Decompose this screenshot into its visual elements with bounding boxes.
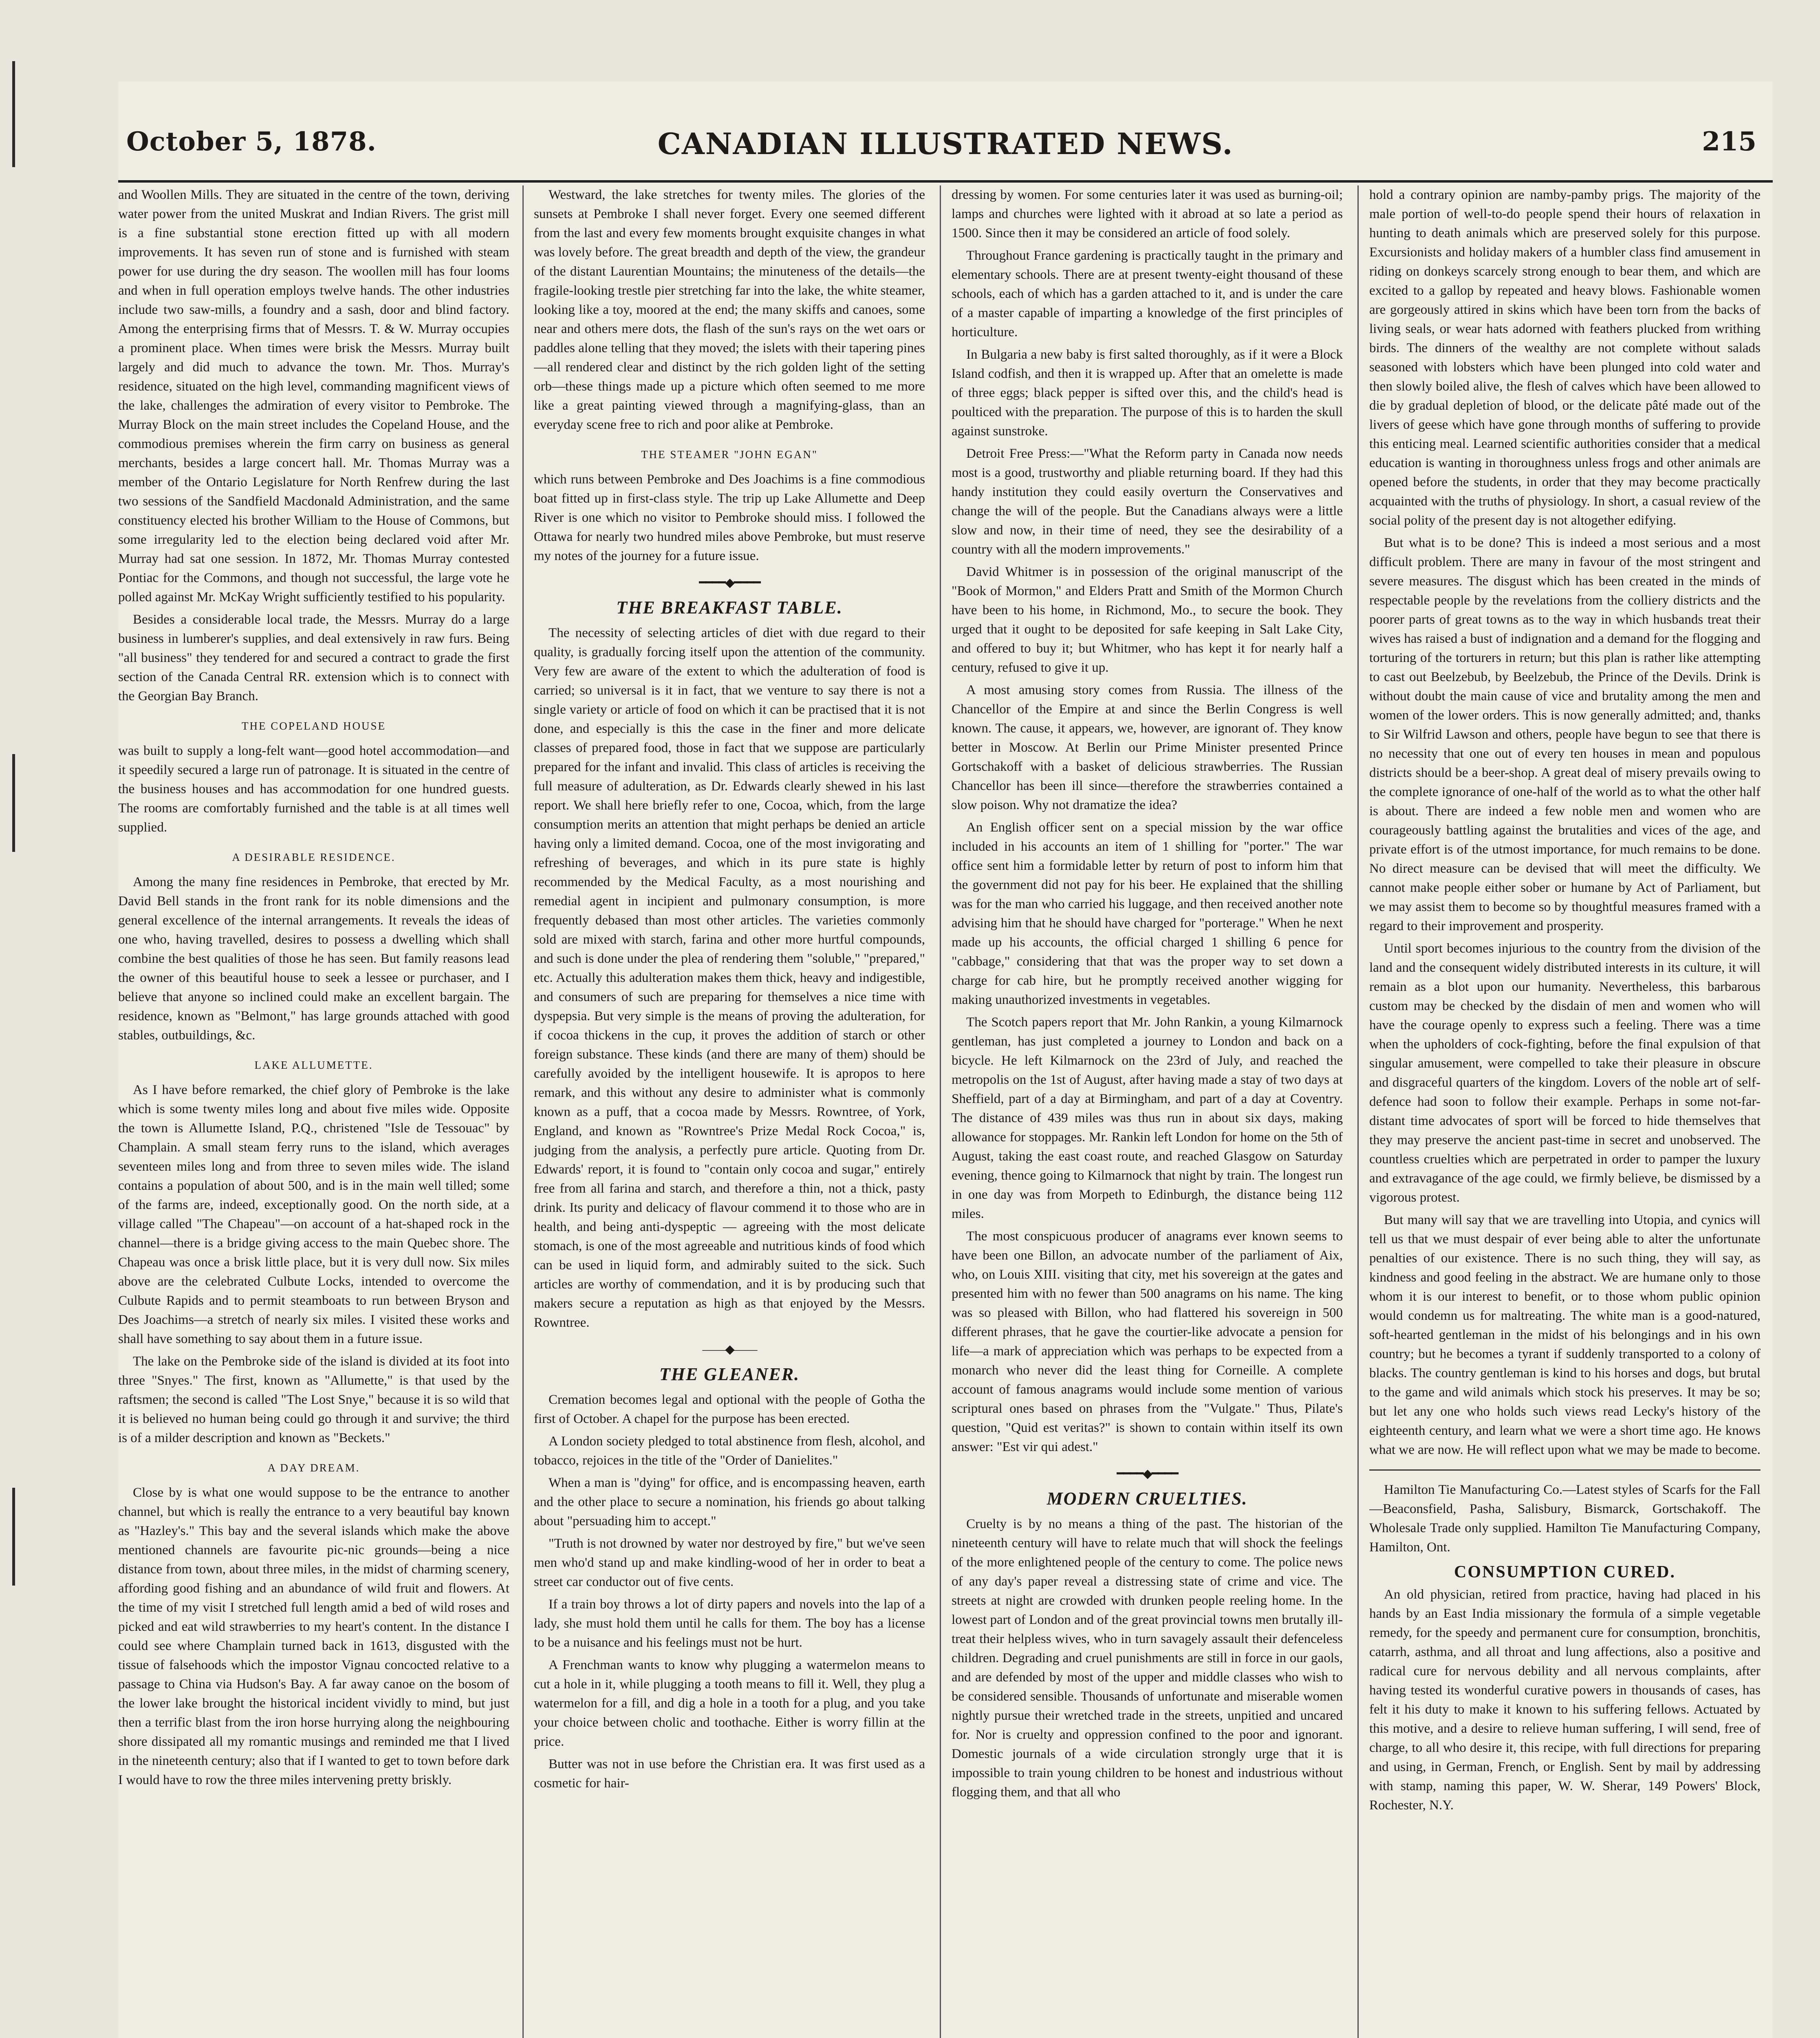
paragraph: Cruelty is by no means a thing of the past. The historian of the nineteenth century will have to relate much that will shock the feelings of the more enlightened people of the century to come. The police news of any day's paper reveal a distressing state of crime and vice. The streets at night are crowded with drunken people reeling home. In the lowest part of London and of the great provincial towns men brutally ill-treat their helpless wives, who in turn savagely assault their defenceless children. Degrading and cruel punishments are still in force in our gaols, and are defended by most of the upper and middle classes who wish to be considered sensible. Thousands of unfortunate and miserable women nightly pursue their wretched trade in the streets, unpitied and uncared for. Nor is cruelty and oppression confined to the poor and ignorant. Domestic journals of a wide circulation strongly urge that it is impossible to train young children to be honest and industrious without flogging them, and that all who	[952, 1517, 1343, 1800]
subheading: LAKE ALLUMETTE.	[254, 1059, 373, 1071]
paragraph: The Scotch papers report that Mr. John Rankin, a young Kilmarnock gentleman, has just completed a journey to London and back on a bicycle. He left Kilmarnock on the 23rd of July, and reached the metropolis on the 1st of August, after having made a stay of two days at Sheffield, part of a day at Birmingham, and part of a day at Coventry. The distance of 439 miles was thus run in about six days, making allowance for stoppages. Mr. Rankin left London for home on the 5th of August, taking the east coast route, and reached Glasgow on Saturday evening, thence going to Kilmarnock that night by train. The longest run in one day was from Morpeth to Edinburgh, the distance being 112 miles.	[952, 1015, 1343, 1221]
paragraph: "Truth is not drowned by water nor destroyed by fire," but we've seen men who'd stand up and make kindling-wood of her in order to beat a street car conductor out of five cents.	[534, 1536, 925, 1589]
paragraph: Butter was not in use before the Christian era. It was first used as a cosmetic for hair-	[534, 1757, 925, 1791]
paragraph: Until sport becomes injurious to the country from the division of the land and the consequent widely distributed interests in its culture, it will remain as a blot upon our humanity. Nevertheless, this barbarous custom may be checked by the disdain of men and women who will have the courage openly to express such a feeling. There was a time when the upholders of cock-fighting, before the final expulsion of that singular amusement, were compelled to take their pleasure in obscure and disgraceful quarters of the kingdom. Lovers of the noble art of self-defence had soon to follow their example. Perhaps in some not-far-distant time advocates of sport will be forced to hide themselves that they may preserve the ancient past-time in secret and unobserved. The countless cruelties which are perpetrated in order to pamper the luxury and extravagance of the age could, we firmly believe, be dismissed by a vigorous protest.	[1369, 941, 1761, 1205]
paragraph: A London society pledged to total abstinence from flesh, alcohol, and tobacco, rejoices in the title of the "Order of Danielites."	[534, 1434, 925, 1468]
header-rule	[118, 180, 1773, 183]
binding-mark	[12, 1488, 15, 1586]
page-header	[118, 126, 1773, 187]
paragraph: The most conspicuous producer of anagrams ever known seems to have been one Billon, an advocate number of the parliament of Aix, who, on Louis XIII. visiting that city, met his sovereign at the gates and presented him with no fewer than 500 anagrams on his name. The king was so pleased with Billon, who had flattered his sovereign in 500 different phrases, that he gave the courtier-like advocate a pension for life—a mark of appreciation which was perhaps to be expected from a monarch who never did the least thing for Corneille. A complete account of famous anagrams would include some mention of various scriptural ones based on phrases from the "Vulgate." Thus, Pilate's question, "Quid est veritas?" is shown to contain within itself its own answer: "Est vir qui adest."	[952, 1229, 1343, 1454]
column-3	[952, 185, 1343, 2038]
column-divider	[1357, 185, 1359, 2038]
paragraph: Among the many fine residences in Pembroke, that erected by Mr. David Bell stands in the front rank for its noble dimensions and the general excellence of the internal arrangements. It reveals the ideas of one who, having travelled, desires to possess a dwelling which shall combine the best qualities of those he has seen. But family reasons lead the owner of this beautiful house to seek a lessee or purchaser, and I believe that anyone so inclined could make an excellent bargain. The residence, known as "Belmont," has large grounds attached with good stables, outbuildings, &c.	[118, 875, 509, 1043]
binding-mark	[12, 61, 15, 167]
paragraph: Westward, the lake stretches for twenty miles. The glories of the sunsets at Pembroke I shall never forget. Every one seemed different from the last and every few moments brought exquisite changes in what was lovely before. The great breadth and depth of the view, the grandeur of the distant Laurentian Mountains; the minuteness of the details—the fragile-looking trestle pier stretching far into the lake, the white steamer, looking like a toy, moored at the end; the many skiffs and canoes, some near and others mere dots, the flash of the sun's rays on the wet oars or paddles alone telling that they moved; the islets with their tapering pines—all rendered clear and distinct by the rich golden light of the setting orb—these things made up a picture which often seemed to me more like a great painting viewed through a magnifying-glass, than an everyday scene free to rich and poor alike at Pembroke.	[534, 187, 925, 432]
subheading: THE COPELAND HOUSE	[242, 720, 386, 732]
column-divider	[522, 185, 524, 2038]
binding-margin	[0, 0, 29, 2038]
paragraph: But many will say that we are travelling into Utopia, and cynics will tell us that we must despair of ever being able to alter the unfortunate penalties of our existence. There is no such thing, they will say, as kindness and good feeling in the abstract. We are humane only to those whom it is our interest to benefit, or to those whom public opinion would condemn us for maltreating. The white man is a good-natured, soft-hearted gentleman in the midst of his belongings and in his own country; but he becomes a tyrant if suddenly transported to a colony of blacks. The country gentleman is kind to his horses and dogs, but brutal to the game and wild animals which stock his preserves. It may be so; but let any one who holds such views read Lecky's history of the eighteenth century, and learn what we were a short time ago. He knows what we are now. He will reflect upon what we may be made to become.	[1369, 1213, 1761, 1457]
paragraph: Cremation becomes legal and optional with the people of Gotha the first of October. A chapel for the purpose has been erected.	[534, 1392, 925, 1426]
column-1	[118, 185, 509, 2038]
advertisement-consumption: An old physician, retired from practice, having had placed in his hands by an East India missionary the formula of a simple vegetable remedy, for the speedy and permanent cure for consumption, bronchitis, catarrh, asthma, and all throat and lung affections, also a positive and radical cure for nervous debility and all nervous complaints, after having tested its wonderful curative powers in thousands of cases, has felt it his duty to make it known to his suffering fellows. Actuated by this motive, and a desire to relieve human suffering, I will send, free of charge, to all who desire it, this recipe, with full directions for preparing and using, in German, French, or English. Sent by mail by addressing with stamp, naming this paper, W. W. Sherar, 149 Powers' Block, Rochester, N.Y.	[1369, 1587, 1761, 1813]
subheading: A DESIRABLE RESIDENCE.	[232, 851, 396, 863]
column-divider	[940, 185, 941, 2038]
paragraph: In Bulgaria a new baby is first salted thoroughly, as if it were a Block Island codfish, and then it is wrapped up. After that an omelette is made of three eggs; black pepper is sifted over this, and the child's head is poulticed with the preparation. The purpose of this is to harden the skull against sunstroke.	[952, 347, 1343, 439]
issue-date: October 5, 1878.	[126, 126, 377, 157]
section-heading: THE GLEANER.	[659, 1364, 800, 1384]
paragraph: But what is to be done? This is indeed a most serious and a most difficult problem. There are many in favour of the most stringent and severe measures. The disgust which has been created in the minds of respectable people by the revelations from the colliery districts and the poorer parts of great towns as to the way in which husbands treat their wives has raised a bust of indignation and a demand for the flogging and torturing of the torturers in return; but this plan is rather like attempting to cast out Beelzebub, by Beelzebub, the Prince of the Devils. Drink is without doubt the main cause of vice and brutality among the men and women of the lower orders. This is now generally admitted; and, thanks to Sir Wilfrid Lawson and others, people have begun to see that there is no necessity that one out of every ten houses in mean and populous districts should be a beer-shop. A great deal of misery prevails owing to the complete ignorance of one-half of the world as to what the other half is about. There are indeed a few noble men and women who are courageously battling against the brutalities and vices of the age, and private effort is of the utmost importance, for much remains to be done. No direct measure can be devised that will meet the difficulty. We cannot make people either sober or humane by Act of Parliament, but we may assist them to become so by thoughtful measures framed with a regard to their improvement and prosperity.	[1369, 536, 1761, 933]
section-heading: THE BREAKFAST TABLE.	[616, 598, 843, 618]
paragraph: If a train boy throws a lot of dirty papers and novels into the lap of a lady, she must hold them until he calls for them. The boy has a license to be a nuisance and his feelings must not be hurt.	[534, 1597, 925, 1650]
paragraph: Detroit Free Press:—"What the Reform party in Canada now needs most is a good, trustworthy and pliable returning board. If they had this handy institution they could easily overturn the Conservatives and change the will of the people. But the Canadians always were a little slow and now, in their time of need, they see the desirability of a country with all the modern improvements."	[952, 446, 1343, 557]
paragraph: Besides a considerable local trade, the Messrs. Murray do a large business in lumberer's supplies, and deal extensively in raw furs. Being "all business" they tendered for and secured a contract to grade the first section of the Canada Central RR. extension which is to connect with the Georgian Bay Branch.	[118, 612, 509, 704]
paragraph: When a man is "dying" for office, and is encompassing heaven, earth and the other place to secure a nomination, his friends go about talking about "persuading him to accept."	[534, 1476, 925, 1528]
subheading: THE STEAMER "JOHN EGAN"	[641, 448, 818, 461]
ad-heading: CONSUMPTION CURED.	[1454, 1563, 1676, 1581]
paragraph: hold a contrary opinion are namby-pamby prigs. The majority of the male portion of well-to-do people spend their hours of relaxation in hunting to death animals which are preserved solely for this purpose. Excursionists and holiday makers of a humbler class find amusement in riding on donkeys scarcely strong enough to bear them, and which are excited to a gallop by repeated and heavy blows. Fashionable women are gorgeously attired in skins which have been torn from the backs of living seals, or wear hats adorned with feathers plucked from writhing birds. The dinners of the wealthy are not complete without salads seasoned with lobsters which have been plunged into cold water and then slowly boiled alive, the flesh of calves which have been allowed to die by gradual depletion of blood, or the delicate pâté made out of the livers of geese which have gone through months of suffering to provide this enticing meal. Learned scientific authorities consider that a medical education is wanting in thoroughness unless frogs and other animals are opened before the students, in order that they may become practically acquainted with the truths of physiology. In short, a casual review of the social polity of the present day is not altogether edifying.	[1369, 187, 1761, 528]
paragraph: The lake on the Pembroke side of the island is divided at its foot into three "Snyes." The first, known as "Allumette," is that used by the raftsmen; the second is called "The Lost Snye," because it is so wild that it is believed no human being could go through it and survive; the third is of a milder description and known as "Beckets."	[118, 1354, 509, 1445]
paragraph: dressing by women. For some centuries later it was used as burning-oil; lamps and churches were lighted with it abroad at so late a period as 1500. Since then it may be considered an article of food solely.	[952, 187, 1343, 240]
ornament-divider: ━━━━◆━━━━	[1117, 1467, 1178, 1480]
section-heading: MODERN CRUELTIES.	[1047, 1489, 1248, 1509]
article-columns	[118, 185, 1773, 2038]
paragraph: Throughout France gardening is practically taught in the primary and elementary schools. There are at present twenty-eight thousand of these schools, each of which has a garden attached to it, and is under the care of a master capable of imparting a knowledge of the first principles of horticulture.	[952, 248, 1343, 340]
paragraph: An English officer sent on a special mission by the war office included in his accounts an item of 1 shilling for "porter." The war office sent him a formidable letter by return of post to inform him that the government did not pay for his beer. He explained that the shilling was for the man who carried his luggage, and then received another note advising him that he should have charged for "porterage." When he next made up his accounts, the official charged 1 shilling 6 pence for "cabbage," considering that that was the proper way to set down a charge for cab hire, but he promptly received another wigging for making unauthorized investments in vegetables.	[952, 820, 1343, 1007]
ornament-divider: ——◆——	[702, 1343, 757, 1356]
binding-mark	[12, 754, 15, 852]
paragraph: Close by is what one would suppose to be the entrance to another channel, but which is really the entrance to a very beautiful bay known as "Hazley's." This bay and the several islands which make the above mentioned channels are favourite pic-nic grounds—being a nice distance from town, about three miles, in the midst of charming scenery, affording good fishing and an abundance of wild fruit and flowers. At the time of my visit I stretched full length amid a bed of wild roses and picked and eat wild strawberries to my heart's content. In the distance I could see where Champlain turned back in 1613, disgusted with the tissue of falsehoods which the impostor Vignau concocted relative to a passage to China via Hudson's Bay. A far away canoe on the bosom of the lower lake brought the historical incident vividly to mind, but just then a terrific blast from the iron horse hurrying along the neighbouring shore dissipated all my romantic musings and reminded me that I lived in the nineteenth century; also that if I wanted to get to town before dark I would have to row the three miles intervening pretty briskly.	[118, 1485, 509, 1787]
paragraph: David Whitmer is in possession of the original manuscript of the "Book of Mormon," and Elders Pratt and Smith of the Mormon Church have been to his home, in Richmond, Mo., to secure the book. They urged that it ought to be deposited for safe keeping in Salt Lake City, and offered to buy it; but Whitmer, who has kept it for nearly half a century, refused to give it up.	[952, 565, 1343, 675]
paragraph: A Frenchman wants to know why plugging a watermelon means to cut a hole in it, while plugging a tooth means to fill it. Well, they plug a watermelon for a fill, and dig a hole in a tooth for a plug, and you take your choice between cholic and toothache. Either is worry fillin at the price.	[534, 1658, 925, 1749]
newspaper-page	[118, 82, 1773, 2038]
column-4	[1369, 185, 1761, 2038]
paragraph: which runs between Pembroke and Des Joachims is a fine commodious boat fitted up in first-class style. The trip up Lake Allumette and Deep River is one which no visitor to Pembroke should miss. I followed the Ottawa for nearly two hundred miles above Pembroke, but must reserve my notes of the journey for a future issue.	[534, 472, 925, 563]
page-number: 215	[1702, 126, 1756, 157]
paragraph: was built to supply a long-felt want—good hotel accommodation—and it speedily secured a large run of patronage. It is situated in the centre of the business houses and has accommodation for one hundred guests. The rooms are comfortably furnished and the table is at all times well supplied.	[118, 743, 509, 835]
ornament-divider: ━━━━◆━━━━	[699, 576, 760, 589]
paragraph: and Woollen Mills. They are situated in the centre of the town, deriving water power from the united Muskrat and Indian Rivers. The grist mill is a fine substantial stone erection fitted up with all modern improvements. It has seven run of stone and is furnished with steam power for use during the dry season. The woollen mill has four looms and when in full operation employs twelve hands. The other industries include two saw-mills, a foundry and a sash, door and blind factory. Among the enterprising firms that of Messrs. T. & W. Murray occupies a prominent place. When times were brisk the Messrs. Murray built largely and did much to advance the town. Mr. Thos. Murray's residence, situated on the high level, commanding magnificent views of the lake, challenges the admiration of every visitor to Pembroke. The Murray Block on the main street includes the Copeland House, and the commodious premises wherein the firm carry on business as general merchants, besides a large concert hall. Mr. Thomas Murray was a member of the Ontario Legislature for North Renfrew during the last two sessions of the Sandfield Macdonald Administration, and the same constituency elected his brother William to the House of Commons, but some irregularity led to the election being declared void after Mr. Murray had sat one session. In 1872, Mr. Thomas Murray contested Pontiac for the Commons, and though not successful, the large vote he polled against Mr. McKay Wright sufficiently testified to his popularity.	[118, 187, 509, 604]
column-2	[534, 185, 925, 2038]
masthead-title: CANADIAN ILLUSTRATED NEWS.	[657, 126, 1234, 161]
paragraph: The necessity of selecting articles of diet with due regard to their quality, is gradually forcing itself upon the attention of the community. Very few are aware of the extent to which the adulteration of food is carried; so universal is it in fact, that we venture to say there is not a single variety or article of food on which it can be practised that it is not done, and especially is this the case in the finer and more delicate classes of prepared food, those in fact that we suppose are particularly prepared for the infant and invalid. This class of articles is receiving the full measure of adulteration, as Dr. Edwards clearly shewed in his last report. We shall here briefly refer to one, Cocoa, which, from the large consumption merits an attention that might perhaps be denied an article having only a limited demand. Cocoa, one of the most invigorating and refreshing of beverages, and which in its pure state is highly recommended by the Medical Faculty, as a most nourishing and remedial agent in incipient and pulmonary consumption, is more frequently debased than most other articles. The varieties commonly sold are mixed with starch, farina and other more hurtful compounds, and such is done under the plea of rendering them "soluble," "prepared," etc. Actually this adulteration makes them thick, heavy and indigestible, and consumers of such are preparing for themselves a nice time with dyspepsia. But very simple is the means of proving the adulteration, for if cocoa thickens in the cup, it proves the addition of starch or other foreign substance. These kinds (and there are many of them) should be carefully avoided by the intelligent housewife. It is apropos to here remark, and this without any desire to administer what is commonly known as a puff, that a cocoa made by Messrs. Rowntree, of York, England, and known as "Rowntree's Prize Medal Rock Cocoa," is, judging from the analysis, a perfectly pure article. Quoting from Dr. Edwards' report, it is found to "contain only cocoa and sugar," entirely free from all farina and starch, and therefore a thin, not a thick, pasty drink. Its purity and delicacy of flavour commend it to those who are in health, and being anti-dyspeptic — agreeing with the most delicate stomach, is one of the most agreeable and nutritious kinds of food which can be used in liquid form, and admirably suited to the sick. Such articles are worthy of commendation, and it is by producing such that makers secure a reputation as high as that enjoyed by the Messrs. Rowntree.	[534, 626, 925, 1330]
advertisement-tie: Hamilton Tie Manufacturing Co.—Latest styles of Scarfs for the Fall—Beaconsfield, Pasha, Salisbury, Bismarck, Gortschakoff. The Wholesale Trade only supplied. Hamilton Tie Manufacturing Company, Hamilton, Ont.	[1369, 1482, 1761, 1555]
paragraph: A most amusing story comes from Russia. The illness of the Chancellor of the Empire at and since the Berlin Congress is well known. The cause, it appears, we, however, are ignorant of. They know better in Moscow. At Berlin our Prime Minister presented Prince Gortschakoff with a basket of delicious strawberries. The Russian Chancellor has been ill since—therefore the strawberries contained a slow poison. Why not dramatize the idea?	[952, 683, 1343, 812]
subheading: A DAY DREAM.	[267, 1462, 360, 1474]
ad-divider	[1369, 1469, 1761, 1471]
paragraph: As I have before remarked, the chief glory of Pembroke is the lake which is some twenty miles long and about five miles wide. Opposite the town is Allumette Island, P.Q., christened "Isle de Tessouac" by Champlain. A small steam ferry runs to the island, which averages seventeen miles long and from three to seven miles wide. The island contains a population of about 500, and is in the main well tilled; some of the farms are, indeed, exceptionally good. On the north side, at a village called "The Chapeau"—on account of a hat-shaped rock in the channel—there is a bridge giving access to the main Quebec shore. The Chapeau was once a brisk little place, but it is very dull now. Six miles above are the celebrated Culbute Locks, intended to overcome the Culbute Rapids and to permit steamboats to run between Bryson and Des Joachims—a stretch of nearly six miles. I visited these works and shall have something to say about them in a future issue.	[118, 1083, 509, 1346]
